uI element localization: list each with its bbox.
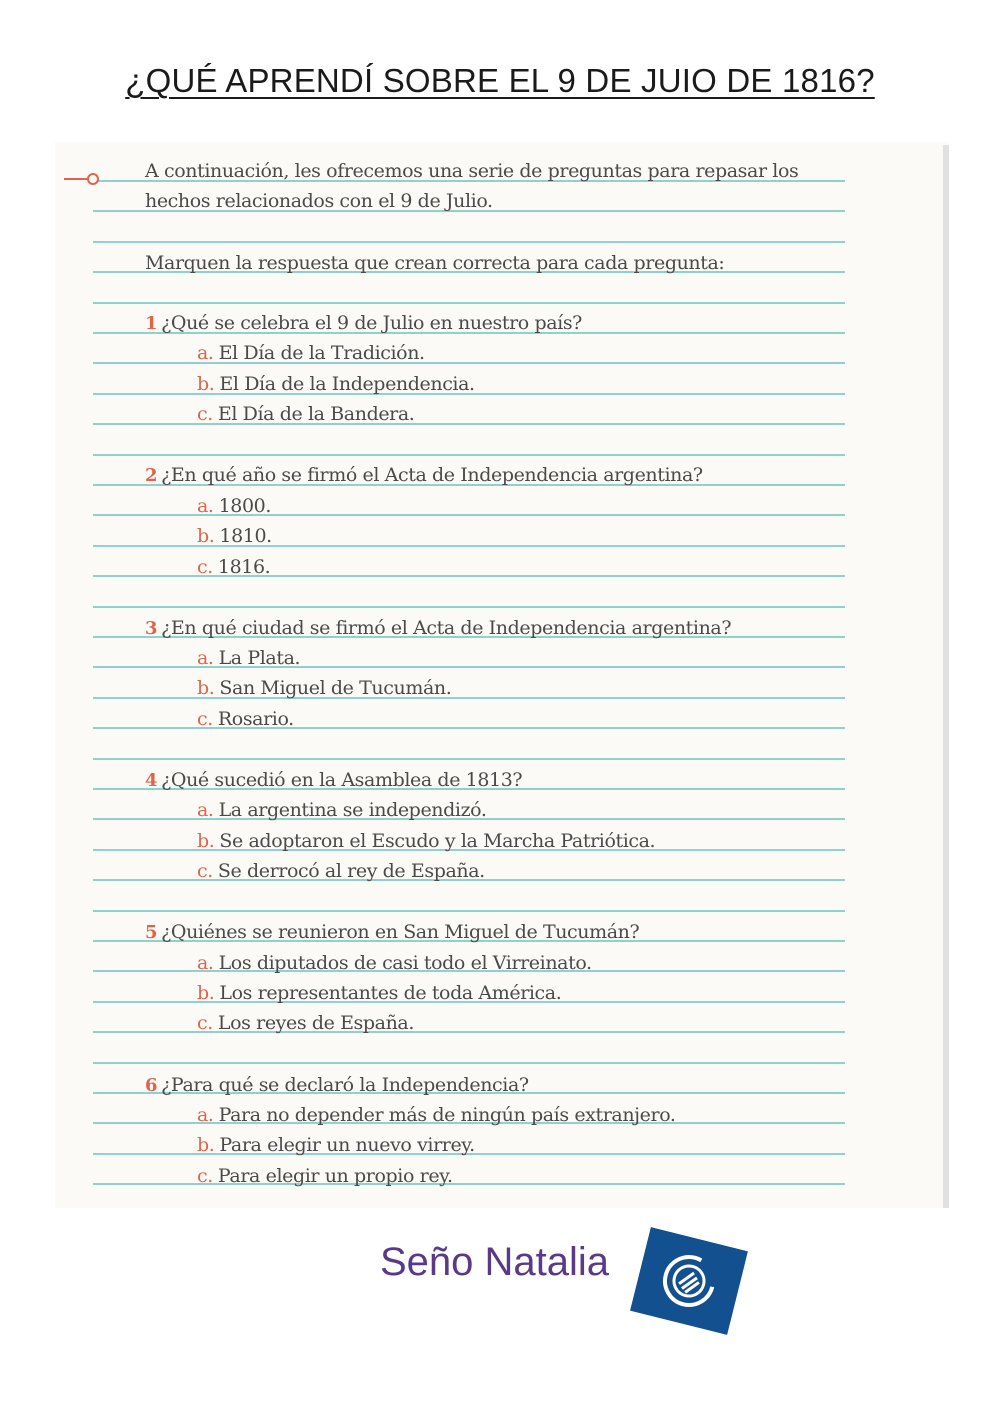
- question-2: [145, 464, 703, 486]
- question-1: [145, 312, 582, 334]
- margin-pin-line: [64, 178, 88, 180]
- intro-line-1: A continuación, les ofrecemos una serie de preguntas para repasar los: [145, 160, 799, 182]
- option-letter: a.: [197, 799, 214, 822]
- answer-option-4-3[interactable]: [197, 860, 485, 882]
- option-text: Para no depender más de ningún país extranjero.: [218, 1103, 676, 1126]
- option-letter: c.: [197, 403, 213, 426]
- option-text: 1810.: [219, 525, 272, 548]
- option-text: Rosario.: [217, 707, 294, 730]
- option-letter: a.: [197, 494, 214, 517]
- question-number: 5: [145, 922, 158, 944]
- option-text: La argentina se independizó.: [218, 799, 487, 822]
- option-text: Se adoptaron el Escudo y la Marcha Patriótica.: [219, 829, 656, 852]
- option-letter: b.: [197, 829, 215, 852]
- option-letter: b.: [197, 372, 215, 395]
- question-text: ¿En qué ciudad se firmó el Acta de Independencia argentina?: [161, 616, 732, 639]
- answer-option-5-3[interactable]: [197, 1012, 414, 1034]
- answer-option-6-3[interactable]: [197, 1165, 453, 1187]
- option-letter: a.: [197, 1103, 214, 1126]
- rule-line: [93, 302, 845, 304]
- question-4: [145, 769, 522, 791]
- option-text: El Día de la Independencia.: [219, 372, 475, 395]
- option-letter: b.: [197, 1134, 215, 1157]
- option-letter: c.: [197, 1164, 213, 1187]
- option-text: El Día de la Bandera.: [217, 403, 415, 426]
- rule-line: [93, 758, 845, 760]
- option-letter: b.: [197, 982, 215, 1004]
- rule-line: [93, 241, 845, 243]
- option-letter: c.: [197, 555, 213, 578]
- answer-option-5-1[interactable]: [197, 952, 592, 974]
- option-text: Para elegir un nuevo virrey.: [219, 1134, 475, 1157]
- answer-option-2-3[interactable]: [197, 556, 270, 578]
- answer-option-2-1[interactable]: [197, 495, 271, 517]
- answer-option-6-1[interactable]: [197, 1104, 676, 1126]
- signature: Seño Natalia: [380, 1240, 610, 1284]
- answer-option-1-3[interactable]: [197, 403, 414, 425]
- option-text: Los diputados de casi todo el Virreinato.: [218, 951, 592, 974]
- answer-option-2-2[interactable]: [197, 525, 272, 547]
- answer-option-1-2[interactable]: [197, 373, 475, 395]
- answer-option-3-2[interactable]: [197, 677, 451, 699]
- margin-pin-icon: [87, 173, 99, 185]
- liveworksheets-logo-icon: [630, 1227, 748, 1335]
- answer-option-3-3[interactable]: [197, 708, 294, 730]
- question-number: 4: [145, 769, 158, 791]
- rule-line: [93, 606, 845, 608]
- option-letter: a.: [197, 951, 214, 974]
- option-text: La Plata.: [218, 647, 301, 669]
- option-letter: b.: [197, 677, 215, 700]
- option-text: El Día de la Tradición.: [218, 342, 425, 365]
- question-5: [145, 921, 639, 943]
- rule-line: [93, 1062, 845, 1064]
- question-text: ¿Para qué se declaró la Independencia?: [161, 1073, 529, 1096]
- option-letter: c.: [197, 707, 213, 730]
- option-text: Los reyes de España.: [217, 1012, 414, 1035]
- answer-option-5-2[interactable]: [197, 982, 561, 1004]
- answer-option-4-2[interactable]: [197, 830, 655, 852]
- answer-option-3-1[interactable]: [197, 647, 300, 669]
- question-number: 2: [145, 465, 158, 487]
- instruction: Marquen la respuesta que crean correcta para cada pregunta:: [145, 252, 725, 274]
- question-3: [145, 617, 731, 639]
- sheet-edge: [943, 145, 949, 1208]
- option-letter: a.: [197, 647, 214, 669]
- answer-option-4-1[interactable]: [197, 799, 487, 821]
- option-text: Los representantes de toda América.: [219, 982, 562, 1004]
- question-text: ¿Quiénes se reunieron en San Miguel de Tucumán?: [161, 921, 640, 944]
- option-letter: a.: [197, 342, 214, 365]
- page-title: ¿QUÉ APRENDÍ SOBRE EL 9 DE JUIO DE 1816?: [125, 62, 875, 99]
- intro-line-2: hechos relacionados con el 9 de Julio.: [145, 190, 493, 212]
- question-text: ¿En qué año se firmó el Acta de Independencia argentina?: [161, 464, 703, 487]
- question-number: 1: [145, 313, 158, 334]
- option-text: 1800.: [218, 494, 271, 517]
- answer-option-1-1[interactable]: [197, 342, 425, 364]
- rule-line: [93, 454, 845, 456]
- option-text: Para elegir un propio rey.: [217, 1164, 453, 1187]
- logo-emblem-icon: [655, 1247, 723, 1315]
- question-number: 3: [145, 617, 158, 639]
- option-letter: c.: [197, 1012, 213, 1035]
- answer-option-6-2[interactable]: [197, 1134, 475, 1156]
- question-text: ¿Qué sucedió en la Asamblea de 1813?: [161, 768, 523, 791]
- question-number: 6: [145, 1074, 158, 1096]
- option-letter: b.: [197, 525, 215, 548]
- rule-line: [93, 910, 845, 912]
- option-text: Se derrocó al rey de España.: [217, 860, 485, 883]
- question-text: ¿Qué se celebra el 9 de Julio en nuestro país?: [161, 312, 582, 334]
- question-6: [145, 1074, 529, 1096]
- option-text: 1816.: [217, 555, 271, 578]
- option-letter: c.: [197, 860, 213, 883]
- option-text: San Miguel de Tucumán.: [219, 677, 452, 700]
